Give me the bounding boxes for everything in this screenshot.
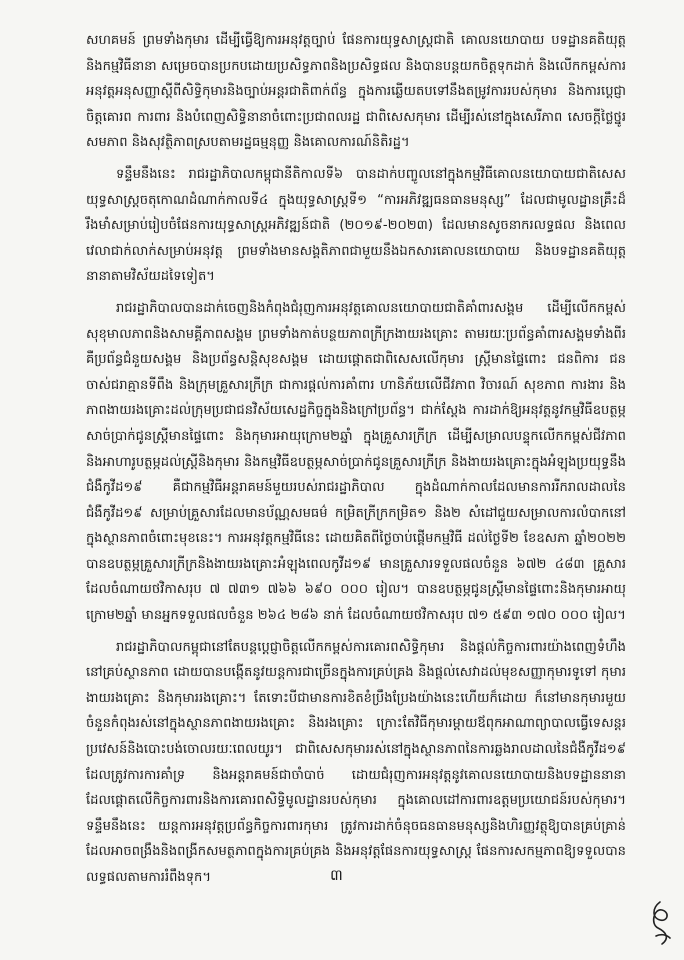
paragraph-3: រាជរដ្ឋាភិបាលបានដាក់ចេញនិងកំពុងជំរុញការអនុវត្តគោលនយោបាយជាតិគាំពារសង្គម ដើម្បីលើកកម្ពស់សុខុមាលភាពនិងសាមគ្គីភាពសង្គម ព្រមទាំងកាត់បន្ថយភាពក្រីក្រងាយរងគ្រោះ តាមរយៈប្រព័ន្ធគាំពារសង្គមទាំងពីរ គឺប្រព័ន្ធជំនួយសង្គម និងប្រព័ន្ធសន្តិសុខសង្គម ដោយផ្តោតជាពិសេសលើកុមារ ស្ត្រីមានផ្ទៃពោះ ជនពិការ ជនចាស់ជរាគ្មានទីពឹង និងក្រុមគ្រួសារក្រីក្រ ជាការផ្តល់ការគាំពារ ហានិភ័យលើជីវភាព វិចារណ៍ សុខភាព ការងារ និងភាពងាយរងគ្រោះដល់ក្រុមប្រជាជនវិស័យសេដ្ឋកិច្ចក្នុងនិងក្រៅប្រព័ន្ធ។ ជាក់ស្តែង ការដាក់ឱ្យអនុវត្តនូវកម្មវិធីឧបត្ថម្ភសាច់ប្រាក់ជូនស្ត្រីមានផ្ទៃពោះ និងកុមារអាយុក្រោម២ឆ្នាំ ក្នុងគ្រួសារក្រីក្រ ដើម្បីសម្រាលបន្ទុកលើកកម្ពស់ជីវភាព និងអាហារូបត្ថម្ភដល់ស្ត្រីនិងកុមារ និងកម្មវិធីឧបត្ថម្ភសាច់ប្រាក់ជូនគ្រួសារក្រីក្រ និងងាយរងគ្រោះក្នុងអំឡុងប្រយុទ្ធនឹងជំងឺកូវីដ១៩ គឺជាកម្មវិធីអន្តរាគមន៍មួយរបស់រាជរដ្ឋាភិបាល ក្នុងដំណាក់កាលដែលមានការរីករាលដាលនៃជំងឺកូវីដ១៩ សម្រាប់គ្រួសារដែលមានប័ណ្ណសមធម៌ កម្រិតក្រីក្រកម្រិត១ និង២ សំដៅជួយសម្រាលការលំបាកនៅក្នុងស្ថានភាពចំពោះមុខនេះ។ ការអនុវត្តកម្មវិធីនេះ ដោយគិតពីថ្ងៃចាប់ផ្តើមកម្មវិធី ដល់ថ្ងៃទី២ ខែឧសភា ឆ្នាំ២០២២ បានឧបត្ថម្ភគ្រួសារក្រីក្រនិងងាយរងគ្រោះអំឡុងពេលកូវីដ១៩ មានគ្រួសារទទួលផលចំនួន ៦៧២ ៤៨៣ គ្រួសារ ដែលចំណាយថវិកាសរុប ៧ ៧៣១ ៧៦៦ ៦៩០ ០០០ រៀល។ បានឧបត្ថម្ភជូនស្ត្រីមានផ្ទៃពោះនិងកុមារអាយុក្រោម២ឆ្នាំ មានអ្នកទទួលផលចំនួន ២៦៤ ២៨៦ នាក់ ដែលចំណាយថវិកាសរុប ៧១ ៥៩៣ ១៧០ ០០០ រៀល។ <box>86 300 626 624</box>
paragraph-4: រាជរដ្ឋាភិបាលកម្ពុជានៅតែបន្តប្តេជ្ញាចិត្តលើកកម្ពស់ការគោរពសិទ្ធិកុមារ និងផ្តល់កិច្ចការពារយ៉ាងពេញទំហឹងនៅគ្រប់ស្ថានភាព ដោយបានបង្កើតនូវយន្តការជាច្រើនក្នុងការគ្រប់គ្រង និងផ្តល់សេវាដល់មុខសញ្ញាកុមារទូទៅ កុមារងាយរងគ្រោះ និងកុមាររងគ្រោះ។ តែទោះបីជាមានការខិតខំប្រឹងប្រែងយ៉ាងនេះហើយក៏ដោយ ក៏នៅមានកុមារមួយចំនួនកំពុងរស់នៅក្នុងស្ថានភាពងាយរងគ្រោះ និងរងគ្រោះ ក្រោះតែវិធីកុមារម្តាយឪពុកអាណាព្យាបាលធ្វើទេសន្តរប្រវេសន៍និងបោះបង់ចោលរយៈពេលយូរ។ ជាពិសេសកុមាររស់នៅក្នុងស្ថានភាពនៃការឆ្លងរាលដាលនៃជំងឺកូវីដ១៩ ដែលត្រូវការការគាំទ្រ និងអន្តរាគមន៍ជាចាំបាច់ ដោយជំរុញការអនុវត្តនូវគោលនយោបាយនិងបទដ្ឋាននានា ដែលផ្តោតលើកិច្ចការពារនិងការគោរពសិទ្ធិមូលដ្ឋានរបស់កុមារ ក្នុងគោលដៅការពារឧត្តមប្រយោជន៍របស់កុមារ។ ទន្ទឹមនឹងនេះ យន្តការអនុវត្តប្រព័ន្ធកិច្ចការពារកុមារ ត្រូវការដាក់ចំនុចធនធានមនុស្សនិងហិរញ្ញវត្ថុឱ្យបានគ្រប់គ្រាន់ ដែលអាចពង្រឹងនិងពង្រីកសមត្ថភាពក្នុងការគ្រប់គ្រង និងអនុវត្តផែនការយុទ្ធសាស្ត្រ ផែនការសកម្មភាពឱ្យទទួលបានលទ្ធផលតាមការរំពឹងទុក។ <box>86 639 626 885</box>
paragraph-2: ទន្ទឹមនឹងនេះ រាជរដ្ឋាភិបាលកម្ពុជានីតិកាលទី៦ បានដាក់បញ្ចូលនៅក្នុងកម្មវិធីគោលនយោបាយជាតិសេស យុទ្ធសាស្ត្រចតុកោណដំណាក់កាលទី៤ ក្នុងយុទ្ធសាស្ត្រទី១ “ការអភិវឌ្ឍធនធានមនុស្ស” ដែលជាមូលដ្ឋានគ្រឹះដ៏រឹងមាំសម្រាប់រៀបចំផែនការយុទ្ធសាស្ត្រអភិវឌ្ឍន៍ជាតិ (២០១៩-២០២៣) ដែលមានសូចនាករលទ្ធផល និងពេលវេលាជាក់លាក់សម្រាប់អនុវត្ត ព្រមទាំងមានសង្គតិភាពជាមួយនឹងឯកសារគោលនយោបាយ និងបទដ្ឋានគតិយុត្តនានាតាមវិស័យដទៃទៀត។ <box>86 166 626 285</box>
document-body <box>86 28 626 891</box>
signature-icon <box>646 898 676 950</box>
page-number: ៣ <box>330 866 343 884</box>
paragraph-1: សហគមន៍ ព្រមទាំងកុមារ ដើម្បីធ្វើឱ្យការអនុវត្តច្បាប់ ផែនការយុទ្ធសាស្ត្រជាតិ គោលនយោបាយ បទដ្ឋានគតិយុត្ត និងកម្មវិធីនានា សម្រេចបានប្រកបដោយប្រសិទ្ធភាពនិងប្រសិទ្ធផល និងបានបន្តយកចិត្តទុកដាក់ និងលើកកម្ពស់ការអនុវត្តអនុសញ្ញាស្តីពីសិទ្ធិកុមារនិងច្បាប់អន្តរជាតិពាក់ព័ន្ធ ក្នុងការឆ្លើយតបទៅនឹងតម្រូវការរបស់កុមារ និងការប្តេជ្ញាចិត្តគោរព ការពារ និងបំពេញសិទ្ធិនានាចំពោះប្រជាពលរដ្ឋ ជាពិសេសកុមារ ដើម្បីរស់នៅក្នុងសេរីភាព សេចក្តីថ្លៃថ្នូរ សមភាព និងសុវត្ថិភាពស្របតាមរដ្ឋធម្មនុញ្ញ និងគោលការណ៍និតិរដ្ឋ។ <box>86 33 626 151</box>
